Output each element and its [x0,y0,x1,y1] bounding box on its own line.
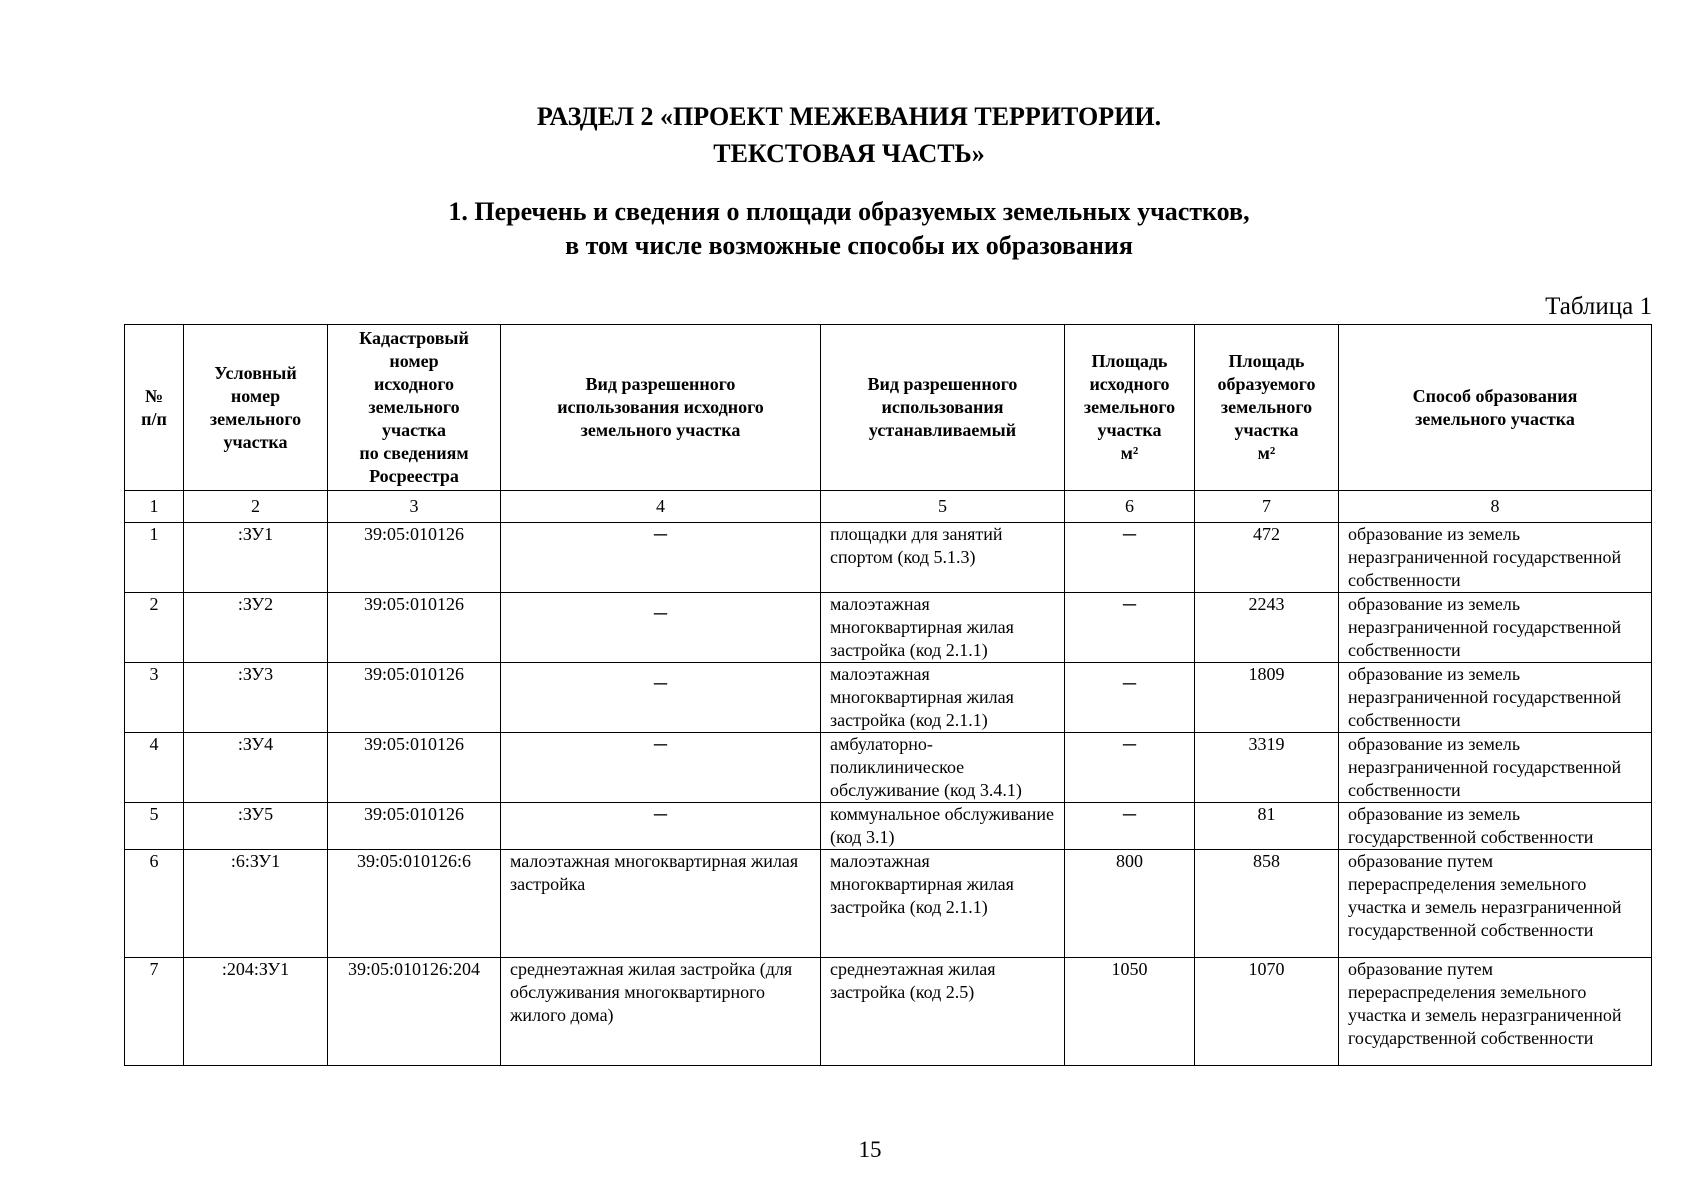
cell-src-area: 1050 [1065,958,1195,1066]
cell-zu: :ЗУ4 [184,733,328,803]
column-number: 4 [501,491,821,523]
header-row [125,325,1652,491]
cell-n: 7 [125,958,184,1066]
column-header: Условный номер земельного участка [184,325,328,491]
cell-new-area: 858 [1195,850,1339,958]
subsection-title-line2: в том числе возможные способы их образования [565,231,1133,260]
table-row [125,958,1652,1066]
column-header: Вид разрешенного использования устанавливаемый [821,325,1065,491]
cell-src-use: _ [501,663,821,733]
cell-new-area: 81 [1195,803,1339,850]
table-row [125,663,1652,733]
cell-cad: 39:05:010126 [328,523,501,593]
cell-method: образование из земель неразграниченной государственной собственности [1339,733,1652,803]
cell-src-area: – [1065,803,1195,850]
cell-src-use: – [501,803,821,850]
cell-src-area: – [1065,593,1195,663]
cell-cad: 39:05:010126 [328,593,501,663]
cell-new-use: малоэтажная многоквартирная жилая застройка (код 2.1.1) [821,850,1065,958]
cell-cad: 39:05:010126:204 [328,958,501,1066]
cell-src-use: – [501,523,821,593]
cell-src-area: – [1065,523,1195,593]
cell-new-use: малоэтажная многоквартирная жилая застройка (код 2.1.1) [821,593,1065,663]
column-header: Кадастровый номер исходного земельного участка по сведениям Росреестра [328,325,501,491]
land-plots-table [124,324,1652,1066]
cell-zu: :204:ЗУ1 [184,958,328,1066]
cell-cad: 39:05:010126 [328,803,501,850]
cell-new-area: 472 [1195,523,1339,593]
column-number: 7 [1195,491,1339,523]
column-number: 8 [1339,491,1652,523]
cell-new-area: 1070 [1195,958,1339,1066]
cell-method: образование путем перераспределения земельного участка и земель неразграниченной государственной собственности [1339,958,1652,1066]
column-header: № п/п [125,325,184,491]
page-number: 15 [858,1137,882,1162]
column-number: 6 [1065,491,1195,523]
column-number: 5 [821,491,1065,523]
cell-zu: :6:ЗУ1 [184,850,328,958]
cell-new-use: малоэтажная многоквартирная жилая застройка (код 2.1.1) [821,663,1065,733]
cell-cad: 39:05:010126:6 [328,850,501,958]
cell-src-use: _ [501,593,821,663]
table-row [125,523,1652,593]
cell-method: образование из земель неразграниченной государственной собственности [1339,523,1652,593]
cell-src-use: малоэтажная многоквартирная жилая застройка [501,850,821,958]
column-header: Площадь исходного земельного участка м² [1065,325,1195,491]
cell-zu: :ЗУ5 [184,803,328,850]
section-heading-line1: РАЗДЕЛ 2 «ПРОЕКТ МЕЖЕВАНИЯ ТЕРРИТОРИИ. [536,102,1162,131]
cell-n: 6 [125,850,184,958]
subsection-title-line1: 1. Перечень и сведения о площади образуемых земельных участков, [448,197,1250,226]
column-number: 1 [125,491,184,523]
cell-n: 3 [125,663,184,733]
cell-zu: :ЗУ3 [184,663,328,733]
cell-new-use: амбулаторно-поликлиническое обслуживание (код 3.4.1) [821,733,1065,803]
column-number-row [125,491,1652,523]
cell-src-area: _ [1065,663,1195,733]
cell-src-use: – [501,733,821,803]
cell-cad: 39:05:010126 [328,663,501,733]
table-row [125,733,1652,803]
column-header: Способ образования земельного участка [1339,325,1652,491]
cell-src-area: 800 [1065,850,1195,958]
cell-method: образование из земель государственной собственности [1339,803,1652,850]
cell-zu: :ЗУ1 [184,523,328,593]
cell-zu: :ЗУ2 [184,593,328,663]
cell-method: образование из земель неразграниченной государственной собственности [1339,663,1652,733]
table-caption: Таблица 1 [1545,293,1652,320]
section-heading-line2: ТЕКСТОВАЯ ЧАСТЬ» [713,139,985,168]
cell-src-area: – [1065,733,1195,803]
table-row [125,803,1652,850]
cell-new-use: среднеэтажная жилая застройка (код 2.5) [821,958,1065,1066]
cell-new-use: коммунальное обслуживание (код 3.1) [821,803,1065,850]
cell-cad: 39:05:010126 [328,733,501,803]
cell-method: образование из земель неразграниченной государственной собственности [1339,593,1652,663]
cell-new-area: 1809 [1195,663,1339,733]
cell-n: 4 [125,733,184,803]
column-number: 2 [184,491,328,523]
cell-method: образование путем перераспределения земельного участка и земель неразграниченной государственной собственности [1339,850,1652,958]
cell-n: 2 [125,593,184,663]
table-row [125,593,1652,663]
cell-src-use: среднеэтажная жилая застройка (для обслуживания многоквартирного жилого дома) [501,958,821,1066]
column-header: Вид разрешенного использования исходного земельного участка [501,325,821,491]
cell-new-use: площадки для занятий спортом (код 5.1.3) [821,523,1065,593]
cell-n: 1 [125,523,184,593]
cell-new-area: 3319 [1195,733,1339,803]
column-header: Площадь образуемого земельного участка м² [1195,325,1339,491]
cell-n: 5 [125,803,184,850]
column-number: 3 [328,491,501,523]
cell-new-area: 2243 [1195,593,1339,663]
table-row [125,850,1652,958]
